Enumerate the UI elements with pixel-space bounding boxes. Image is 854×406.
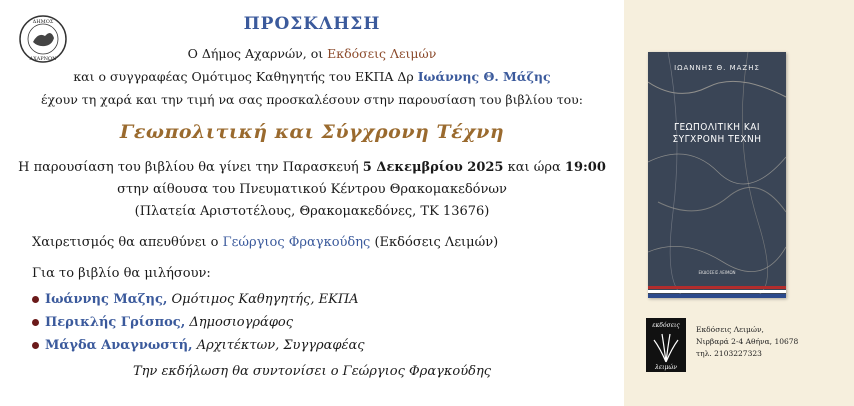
speaker-role: Αρχιτέκτων, Συγγραφέας (192, 338, 365, 353)
cover-title (648, 122, 786, 146)
speaker-item (32, 292, 359, 307)
bullet-icon (32, 319, 39, 326)
event-address: (Πλατεία Αριστοτέλους, Θρακομακεδόνες, ΤΚ 13676) (134, 204, 490, 219)
speaker-item (32, 315, 293, 330)
seal-top-text: ΔΗΜΟΣ (32, 19, 54, 25)
book-cover (648, 52, 786, 298)
bullet-icon (32, 342, 39, 349)
intro-line-2 (0, 69, 624, 84)
intro-text: και ο συγγραφέας Ομότιμος Καθηγητής του ΕΚΠΑ Δρ (73, 69, 418, 84)
cover-publisher: ΕΚΔΟΣΕΙΣ ΛΕΙΜΩΝ (698, 270, 736, 275)
closing-line: Την εκδήλωση θα συντονίσει ο Γεώργιος Φραγκούδης (132, 364, 492, 379)
event-text: και ώρα (503, 160, 565, 175)
speaker-name: Ιωάννης Μαζης, (45, 292, 168, 307)
speaker-role: Δημοσιογράφος (185, 315, 294, 330)
book-title: Γεωπολιτική και Σύγχρονη Τέχνη (119, 121, 505, 143)
greeting-text: Χαιρετισμός θα απευθύνει ο (32, 235, 223, 250)
event-time: 19:00 (564, 160, 606, 175)
seal-bottom-text: ΑΧΑΡΝΩΝ (29, 56, 57, 62)
invitation-title: ΠΡΟΣΚΛΗΣΗ (243, 14, 381, 34)
cover-art (648, 52, 786, 298)
publisher-name: Εκδόσεις Λειμών, (696, 325, 764, 334)
publisher-name: Εκδόσεις Λειμών (327, 46, 437, 61)
speakers-label: Για το βιβλίο θα μιλήσουν: (32, 266, 211, 281)
intro-line-3: έχουν τη χαρά και την τιμή να σας προσκαλέσουν στην παρουσίαση του βιβλίου του: (41, 92, 583, 107)
event-venue: στην αίθουσα του Πνευματικού Κέντρου Θρακομακεδόνων (117, 182, 507, 197)
publisher-phone: τηλ. 2103227323 (696, 349, 762, 358)
bullet-icon (32, 296, 39, 303)
publisher-logo-icon (646, 318, 686, 372)
event-date: 5 Δεκεμβρίου 2025 (362, 160, 504, 175)
cover-author: ΙΩΑΝΝΗΣ Θ. ΜΑΖΗΣ (674, 64, 760, 72)
speaker-name: Μάγδα Αναγνωστή, (45, 338, 193, 353)
intro-line-1 (0, 46, 624, 61)
speaker-item (32, 338, 365, 353)
publisher-contact (696, 324, 798, 360)
publisher-address: Νιρβαρά 2-4 Αθήνα, 10678 (696, 337, 799, 346)
logo-top-text: εκδόσεις (652, 322, 680, 329)
greeting-line (32, 235, 498, 250)
speaker-name: Περικλής Γρίσπος, (45, 315, 186, 330)
greeting-text: (Εκδόσεις Λειμών) (370, 235, 499, 250)
greeting-name: Γεώργιος Φραγκούδης (222, 235, 371, 250)
logo-bottom-text: λειμών (655, 364, 677, 371)
event-date-line (0, 160, 624, 175)
author-name: Ιωάννης Θ. Μάζης (417, 69, 551, 84)
cover-title-line: ΣΥΓΧΡΟΝΗ ΤΕΧΝΗ (672, 134, 762, 145)
intro-text: Ο Δήμος Αχαρνών, οι (187, 46, 328, 61)
speaker-role: Ομότιμος Καθηγητής, ΕΚΠΑ (167, 292, 359, 307)
event-text: Η παρουσίαση του βιβλίου θα γίνει την Παρασκευή (18, 160, 363, 175)
cover-title-line: ΓΕΩΠΟΛΙΤΙΚΗ ΚΑΙ (673, 122, 761, 133)
